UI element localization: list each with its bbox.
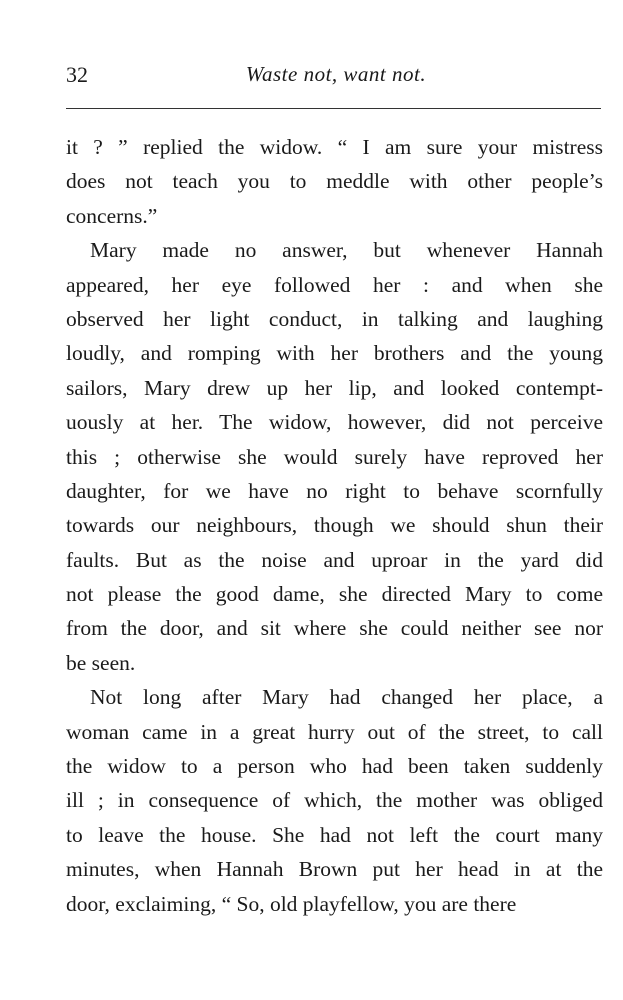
text-line: not please the good dame, she directed Mary to come bbox=[66, 582, 603, 607]
paragraph bbox=[66, 680, 603, 921]
text-line: Not long after Mary had changed her place, a bbox=[90, 685, 603, 710]
text-line: loudly, and romping with her brothers and the young bbox=[66, 341, 603, 366]
text-line: concerns.” bbox=[66, 203, 158, 228]
text-line: observed her light conduct, in talking and laughing bbox=[66, 306, 603, 331]
text-line: appeared, her eye followed her : and when she bbox=[66, 272, 603, 297]
text-line: woman came in a great hurry out of the street, to call bbox=[66, 719, 603, 744]
text-line: this ; otherwise she would surely have reproved her bbox=[66, 444, 603, 469]
header-rule bbox=[66, 108, 601, 109]
text-line: from the door, and sit where she could neither see nor bbox=[66, 616, 603, 641]
text-line: the widow to a person who had been taken suddenly bbox=[66, 754, 603, 779]
paragraph bbox=[66, 233, 603, 680]
text-line: towards our neighbours, though we should shun their bbox=[66, 513, 603, 538]
text-line: Mary made no answer, but whenever Hannah bbox=[90, 238, 603, 263]
body-text bbox=[66, 130, 603, 921]
page-number: 32 bbox=[66, 62, 88, 87]
text-line: it ? ” replied the widow. “ I am sure your mistress bbox=[66, 135, 603, 159]
text-line: ill ; in consequence of which, the mother was obliged bbox=[66, 788, 603, 813]
page-header bbox=[66, 62, 606, 92]
text-line: be seen. bbox=[66, 650, 136, 675]
text-line: uously at her. The widow, however, did not perceive bbox=[66, 410, 603, 435]
paragraph bbox=[66, 130, 603, 233]
text-line: daughter, for we have no right to behave scornfully bbox=[66, 478, 603, 503]
text-line: door, exclaiming, “ So, old playfellow, you are there bbox=[66, 891, 517, 916]
text-line: to leave the house. She had not left the court many bbox=[66, 822, 603, 847]
text-line: sailors, Mary drew up her lip, and looked contempt- bbox=[66, 375, 603, 400]
running-title: Waste not, want not. bbox=[245, 62, 427, 86]
text-line: does not teach you to meddle with other people’s bbox=[66, 169, 603, 194]
text-line: minutes, when Hannah Brown put her head in at the bbox=[66, 857, 603, 882]
text-line: faults. But as the noise and uproar in the yard did bbox=[66, 547, 603, 572]
